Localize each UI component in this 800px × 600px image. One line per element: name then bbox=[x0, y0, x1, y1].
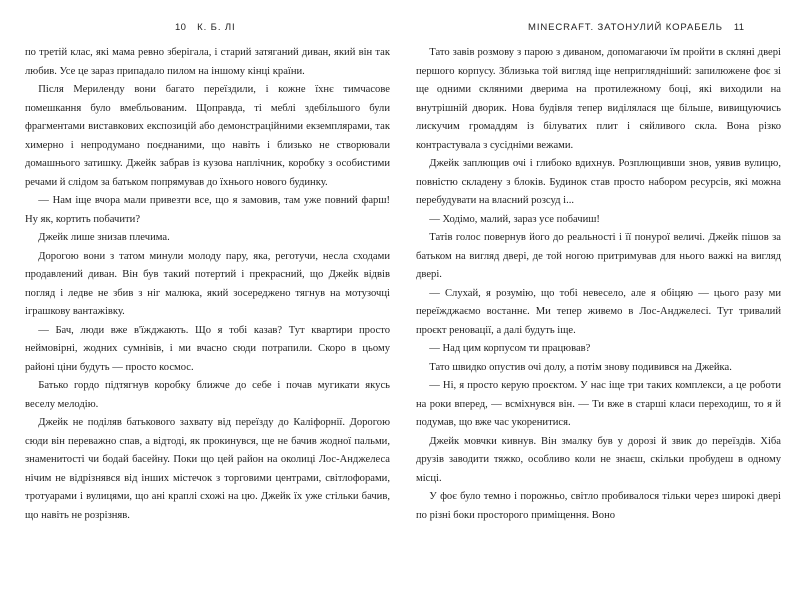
right-page bbox=[416, 0, 781, 600]
left-page bbox=[25, 0, 390, 600]
paragraph: — Над цим корпусом ти працював? bbox=[429, 343, 591, 354]
right-page-number: 11 bbox=[733, 22, 745, 33]
left-page-body bbox=[25, 44, 390, 584]
paragraph: по третій клас, які мама ревно зберігала, і старий затяганий диван, який він так любив. Усе це зараз припадало пилом на іншому кінці країни. bbox=[25, 47, 390, 77]
paragraph: Батько гордо підтягнув коробку ближче до себе і почав мугикати якусь веселу мелодію. bbox=[25, 380, 390, 410]
paragraph: — Бач, люди вже в'їжджають. Що я тобі казав? Тут квартири просто неймовірні, жодних сумнівів, і ми вчасно сюди потрапили. Скоро в цьому районі ціни будуть — просто космос. bbox=[25, 324, 390, 373]
paragraph: — Ходімо, малий, зараз усе побачиш! bbox=[429, 213, 600, 225]
paragraph: Тато завів розмову з парою з диваном, допомагаючи їм пройти в скляні двері першого корпусу. Зблизька той вигляд іще неприглядніший: запилюжене фоє зі ще одними скляними дверима на протилежному боці, які виходили на внутрішній дворик. Нова будівля тепер виділялася ще більше, вивищуючись лискучим громаддям із білуватих плит і сяйливого скла. Вона різко контрастувала з сусідніми вежами. bbox=[416, 47, 781, 151]
paragraph: — Ні, я просто керую проєктом. У нас іще три таких комплекси, а це роботи на роки вперед, — всміхнувся він. — Ти вже в старші класи переходиш, то я й подумав, що вже час укоренитися. bbox=[416, 380, 781, 428]
paragraph: Джейк лише знизав плечима. bbox=[38, 232, 170, 243]
paragraph: Джейк мовчки кивнув. Він змалку був у дорозі й звик до переїздів. Хіба друзів заводити тяжко, особливо коли не знаєш, скільки пробудеш в одному місці. bbox=[416, 435, 781, 484]
paragraph: Татів голос повернув його до реальності і її понурої величі. Джейк пішов за батьком на вигляд двері, де той ногою притримував для нього важкі на вигляд двері. bbox=[416, 232, 781, 280]
paragraph: У фоє було темно і порожньо, світло пробивалося тільки через широкі двері по різні боки просторого приміщення. Воно bbox=[416, 491, 781, 521]
paragraph: Джейк не поділяв батькового захвату від переїзду до Каліфорнії. Дорогою сюди він переважно спав, а відтоді, як прокинувся, ще не бачив жодної пальми, знаменитості чи бодай басейну. Поки що цей район на околиці Лос-Анджелеса нічим не відрізнявся від інших містечок з торговими центрами, світлофорами, тротуарами і вулицями, що ані краплі схожі на цю. Джейк їх уже стільки бачив, що навіть не розрізняв. bbox=[25, 417, 390, 521]
left-running-head-author: К. Б. ЛІ bbox=[197, 22, 236, 33]
paragraph: — Нам іще вчора мали привезти все, що я замовив, там уже повний фарш! Ну як, кортить побачити? bbox=[25, 195, 390, 225]
paragraph: Джейк заплющив очі і глибоко вдихнув. Розплющивши знов, уявив вулицю, повністю складену з блоків. Будинок став просто набором ресурсів, які можна перебудувати на власний розсуд і... bbox=[416, 158, 781, 206]
paragraph: — Слухай, я розумію, що тобі невесело, але я обіцяю — цього разу ми переїжджаємо востаннє. Ми тепер живемо в Лос-Анджелесі. Тут тривалий проєкт реновації, а далі будуть іще. bbox=[416, 287, 781, 336]
paragraph: Дорогою вони з татом минули молоду пару, яка, реготучи, несла сходами продавлений диван. Він був такий потертий і прекрасний, що Джейк відвів погляд і ледве не збив з ніг малюка, який зосереджено тягнув на мотузочці іграшкову вантажівку. bbox=[25, 250, 390, 317]
paragraph: Тато швидко опустив очі долу, а потім знову подивився на Джейка. bbox=[429, 361, 732, 373]
left-running-header bbox=[175, 22, 236, 36]
right-running-header bbox=[528, 22, 744, 36]
left-page-number: 10 bbox=[175, 22, 187, 33]
right-running-head-title: MINECRAFT. ЗАТОНУЛИЙ КОРАБЕЛЬ bbox=[528, 22, 723, 33]
paragraph: Після Мериленду вони багато переїздили, і кожне їхнє тимчасове помешкання було вмебльованим. Щоправда, ті меблі здебільшого були фрагментами виставкових експозицій або демонстраційними екземплярами, так химерно і непродумано поєднаними, що навіть і близько не створювали домашнього затишку. Джейк забрав із кузова наплічник, коробку з особистими речами й слідом за батьком попрямував до їхнього нового будинку. bbox=[25, 84, 390, 188]
right-page-body bbox=[416, 44, 781, 584]
